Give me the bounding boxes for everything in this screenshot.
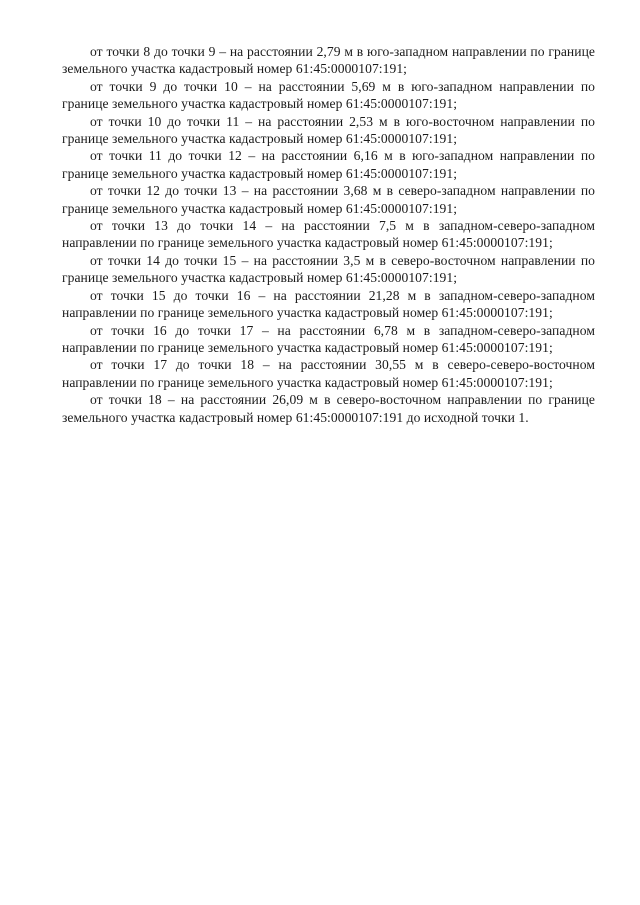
paragraph-10-11: от точки 10 до точки 11 – на расстоянии 2,53 м в юго-восточном направлении по границе земельного участка кадастровый номер 61:45:0000107:191; bbox=[62, 113, 595, 147]
paragraph-14-15: от точки 14 до точки 15 – на расстоянии 3,5 м в северо-восточном направлении по границе земельного участка кадастровый номер 61:45:0000107:191; bbox=[62, 252, 595, 286]
paragraph-8-9: от точки 8 до точки 9 – на расстоянии 2,79 м в юго-западном направлении по границе земельного участка кадастровый номер 61:45:0000107:191; bbox=[62, 44, 595, 77]
paragraph-15-16: от точки 15 до точки 16 – на расстоянии 21,28 м в западном-северо-западном направлении по границе земельного участка кадастровый номер 61:45:0000107:191; bbox=[62, 287, 595, 321]
paragraph-17-18: от точки 17 до точки 18 – на расстоянии 30,55 м в северо-северо-восточном направлении по границе земельного участка кадастровый номер 61:45:0000107:191; bbox=[62, 357, 595, 390]
document-page bbox=[62, 43, 595, 426]
paragraph-9-10: от точки 9 до точки 10 – на расстоянии 5,69 м в юго-западном направлении по границе земельного участка кадастровый номер 61:45:0000107:191; bbox=[62, 78, 595, 112]
paragraph-12-13: от точки 12 до точки 13 – на расстоянии 3,68 м в северо-западном направлении по границе земельного участка кадастровый номер 61:45:0000107:191; bbox=[62, 183, 595, 216]
paragraph-18-1: от точки 18 – на расстоянии 26,09 м в северо-восточном направлении по границе земельного участка кадастровый номер 61:45:0000107:191 до исходной точки 1. bbox=[62, 392, 595, 425]
paragraph-13-14: от точки 13 до точки 14 – на расстоянии 7,5 м в западном-северо-западном направлении по границе земельного участка кадастровый номер 61:45:0000107:191; bbox=[62, 218, 595, 251]
paragraph-11-12: от точки 11 до точки 12 – на расстоянии 6,16 м в юго-западном направлении по границе земельного участка кадастровый номер 61:45:0000107:191; bbox=[62, 148, 595, 181]
paragraph-16-17: от точки 16 до точки 17 – на расстоянии 6,78 м в западном-северо-западном направлении по границе земельного участка кадастровый номер 61:45:0000107:191; bbox=[62, 322, 595, 355]
